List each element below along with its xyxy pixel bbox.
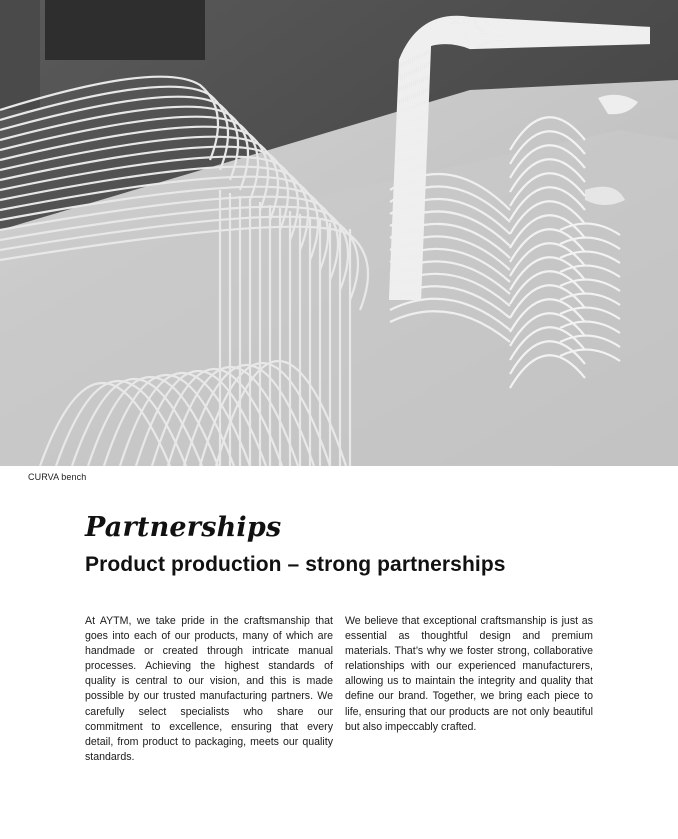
section-subheading: Product production – strong partnerships [85,553,506,576]
body-text-left: At AYTM, we take pride in the craftsmanship that goes into each of our products, many of which are handmade or created through intricate manual processes. Achieving the highest standards of quality is central to our vision, and this is made possible by our trusted manufacturing partners. We carefully select specialists who share our commitment to excellence, ensuring that every detail, from product to packaging, meets our quality standards. [85,615,333,763]
section-heading: Partnerships [85,512,282,543]
body-text-right: We believe that exceptional craftsmanship is just as essential as thoughtful design and premium materials. That’s why we foster strong, collaborative relationships with our experienced manufacturers, allowing us to maintain the integrity and quality that define our brand. Together, we bring each piece to life, ensuring that our products are not only beautiful but also impeccably crafted. [345,615,593,733]
image-caption: CURVA bench [28,472,87,482]
